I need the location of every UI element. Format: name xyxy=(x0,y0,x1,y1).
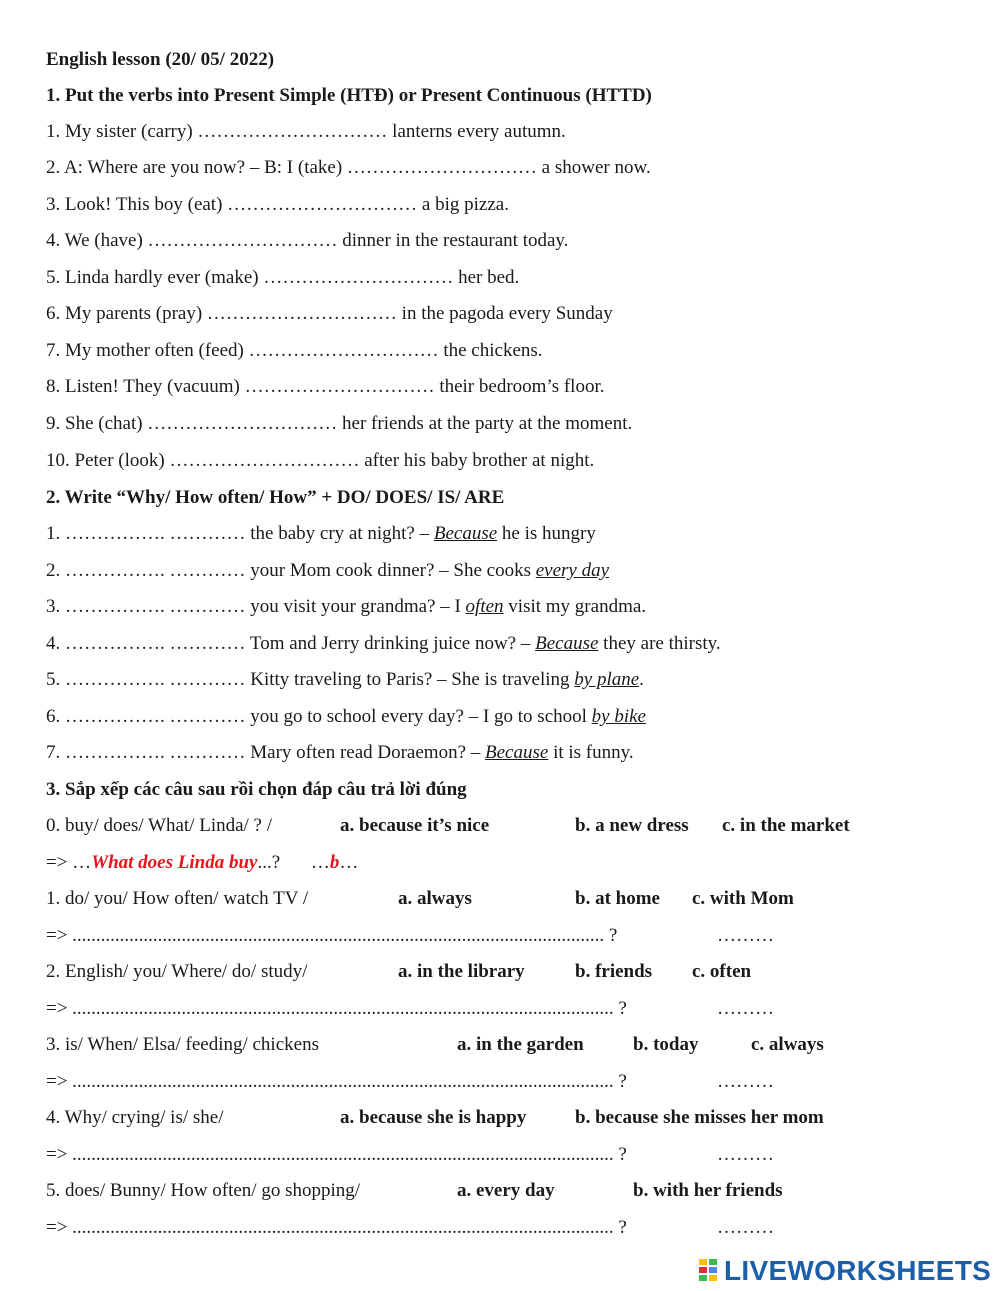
s1-item-1: 1. My sister (carry) ………………………… lanterns every autumn. xyxy=(46,121,566,142)
s2-item-4 xyxy=(46,632,721,656)
s1-item-5: 5. Linda hardly ever (make) ………………………… her bed. xyxy=(46,267,520,288)
s2-item-3 xyxy=(46,595,646,619)
s3-q4-prompt: 4. Why/ crying/ is/ she/ xyxy=(46,1107,224,1128)
example-tail: ...? xyxy=(257,852,281,873)
s3-q2-choice-blank[interactable]: ……… xyxy=(717,998,774,1019)
s3-q1-option-a: a. always xyxy=(398,888,472,909)
section-3-title: 3. Sắp xếp các câu sau rồi chọn đáp câu trả lời đúng xyxy=(46,779,467,800)
s1-item-6: 6. My parents (pray) ………………………… in the pagoda every Sunday xyxy=(46,303,613,324)
s3-q4-choice-blank[interactable]: ……… xyxy=(717,1144,774,1165)
s2-blank[interactable]: ……………. ………… xyxy=(65,742,246,763)
arrow: => … xyxy=(46,852,92,873)
s2-text-post: it is funny. xyxy=(548,742,634,763)
s1-item-3: 3. Look! This boy (eat) ………………………… a big pizza. xyxy=(46,194,509,215)
s3-q5-prompt: 5. does/ Bunny/ How often/ go shopping/ xyxy=(46,1180,361,1201)
s3-q1-answer-line[interactable]: => ................................................................................................................ ? xyxy=(46,925,618,946)
s3-example-option-c: c. in the market xyxy=(722,815,850,836)
s2-num: 5. xyxy=(46,669,61,690)
s2-item-5 xyxy=(46,668,644,692)
s2-answer: by plane xyxy=(574,669,640,690)
s3-q3-answer-line[interactable]: => .................................................................................................................. ? xyxy=(46,1071,627,1092)
s3-q3-choice-blank[interactable]: ……… xyxy=(717,1071,774,1092)
s2-answer: Because xyxy=(535,633,599,654)
s3-q3-prompt: 3. is/ When/ Elsa/ feeding/ chickens xyxy=(46,1034,319,1055)
s3-q4-option-a: a. because she is happy xyxy=(340,1107,527,1128)
s2-text: your Mom cook dinner? – She cooks xyxy=(250,560,536,581)
s3-q2-prompt: 2. English/ you/ Where/ do/ study/ xyxy=(46,961,308,982)
s2-text: Tom and Jerry drinking juice now? – xyxy=(249,633,536,654)
s2-num: 1. xyxy=(46,523,61,544)
example-answer: What does Linda buy xyxy=(91,852,258,873)
s3-q2-option-a: a. in the library xyxy=(398,961,525,982)
s3-example-option-b: b. a new dress xyxy=(575,815,689,836)
s3-q5-option-b: b. with her friends xyxy=(633,1180,783,1201)
s3-q4-answer-line[interactable]: => .................................................................................................................. ? xyxy=(46,1144,627,1165)
s2-text-post: he is hungry xyxy=(497,523,596,544)
s2-answer: Because xyxy=(485,742,549,763)
s2-answer: often xyxy=(465,596,504,617)
s3-q2-option-c: c. often xyxy=(692,961,752,982)
s3-q5-option-a: a. every day xyxy=(457,1180,555,1201)
s3-q1-option-b: b. at home xyxy=(575,888,660,909)
s3-example-prompt: 0. buy/ does/ What/ Linda/ ? / xyxy=(46,815,273,836)
s2-num: 6. xyxy=(46,706,61,727)
s1-item-8: 8. Listen! They (vacuum) ………………………… their bedroom’s floor. xyxy=(46,376,605,397)
s2-text: you visit your grandma? – I xyxy=(250,596,466,617)
s2-num: 3. xyxy=(46,596,61,617)
s3-q3-option-b: b. today xyxy=(633,1034,699,1055)
s3-q4-option-b: b. because she misses her mom xyxy=(575,1107,824,1128)
s2-num: 2. xyxy=(46,560,61,581)
s3-q1-option-c: c. with Mom xyxy=(692,888,794,909)
section-2-title: 2. Write “Why/ How often/ How” + DO/ DOES/ IS/ ARE xyxy=(46,487,505,508)
s2-blank[interactable]: ……………. ………… xyxy=(65,523,246,544)
s2-answer: by bike xyxy=(591,706,646,727)
s3-example-option-a: a. because it’s nice xyxy=(340,815,490,836)
s2-answer: every day xyxy=(535,560,610,581)
s1-item-2: 2. A: Where are you now? – B: I (take) ………………………… a shower now. xyxy=(46,157,651,178)
logo-text: LIVEWORKSHEETS xyxy=(724,1255,992,1286)
s2-text-post: they are thirsty. xyxy=(598,633,721,654)
s2-item-1 xyxy=(46,522,596,546)
s2-text: Mary often read Doraemon? – xyxy=(250,742,486,763)
s2-item-2 xyxy=(46,559,609,583)
s3-q5-answer-line[interactable]: => .................................................................................................................. ? xyxy=(46,1217,627,1238)
s2-text: Kitty traveling to Paris? – She is traveling xyxy=(250,669,575,690)
s2-blank[interactable]: ……………. ………… xyxy=(65,669,246,690)
lesson-header: English lesson (20/ 05/ 2022) xyxy=(46,49,275,70)
s3-q1-choice-blank[interactable]: ……… xyxy=(717,925,774,946)
s3-example-answer-line xyxy=(46,851,358,875)
s1-item-9: 9. She (chat) ………………………… her friends at the party at the moment. xyxy=(46,413,633,434)
s2-blank[interactable]: ……………. ………… xyxy=(65,633,246,654)
liveworksheets-logo xyxy=(698,1254,991,1288)
liveworksheets-logo-icon xyxy=(698,1258,720,1284)
s3-q1-prompt: 1. do/ you/ How often/ watch TV / xyxy=(46,888,309,909)
s3-q5-choice-blank[interactable]: ……… xyxy=(717,1217,774,1238)
example-choice-post: … xyxy=(339,852,359,873)
s2-blank[interactable]: ……………. ………… xyxy=(65,560,246,581)
s2-item-7 xyxy=(46,741,634,765)
s2-item-6 xyxy=(46,705,646,729)
s2-text-post: visit my grandma. xyxy=(503,596,647,617)
s1-item-10: 10. Peter (look) ………………………… after his baby brother at night. xyxy=(46,450,595,471)
s3-q3-option-a: a. in the garden xyxy=(457,1034,584,1055)
s2-num: 4. xyxy=(46,633,61,654)
example-choice: b xyxy=(329,852,340,873)
s3-q3-option-c: c. always xyxy=(751,1034,824,1055)
s2-text-post: . xyxy=(639,669,644,690)
section-1-title: 1. Put the verbs into Present Simple (HTĐ) or Present Continuous (HTTD) xyxy=(46,85,652,106)
s2-text: you go to school every day? – I go to school xyxy=(250,706,592,727)
s2-num: 7. xyxy=(46,742,61,763)
s3-q2-answer-line[interactable]: => .................................................................................................................. ? xyxy=(46,998,627,1019)
s2-answer: Because xyxy=(433,523,498,544)
s3-q2-option-b: b. friends xyxy=(575,961,653,982)
s2-text: the baby cry at night? – xyxy=(250,523,434,544)
s2-blank[interactable]: ……………. ………… xyxy=(65,706,246,727)
s1-item-7: 7. My mother often (feed) ………………………… the chickens. xyxy=(46,340,543,361)
s2-blank[interactable]: ……………. ………… xyxy=(65,596,246,617)
s1-item-4: 4. We (have) ………………………… dinner in the restaurant today. xyxy=(46,230,569,251)
example-choice-pre: … xyxy=(310,852,330,873)
